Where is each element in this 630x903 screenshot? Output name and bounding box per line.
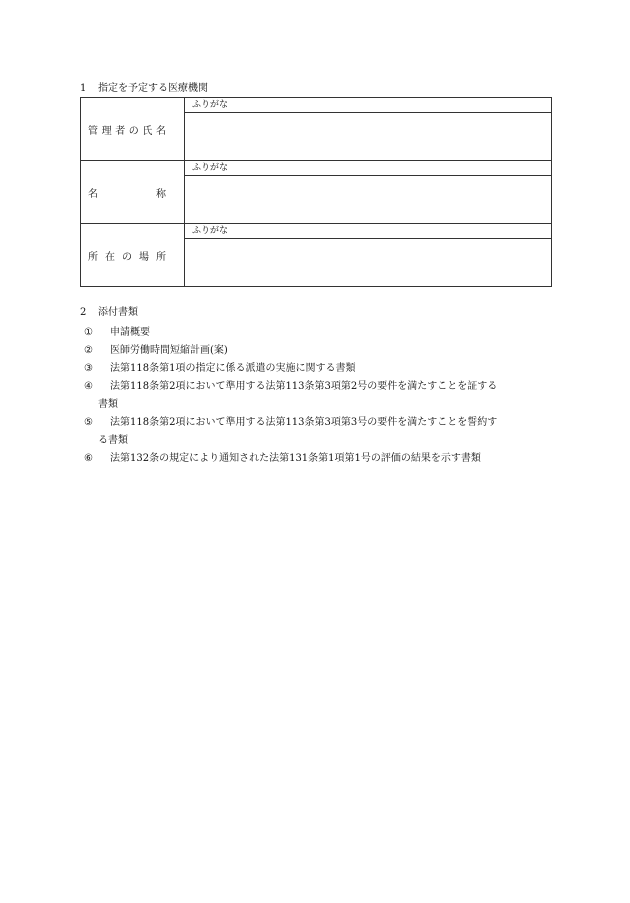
list-item-marker: ④ — [84, 381, 93, 392]
label-char: 名 — [88, 188, 98, 200]
section-2-heading — [80, 307, 138, 319]
list-item-marker: ③ — [84, 363, 93, 374]
list-item — [84, 450, 554, 468]
label-char: 在 — [105, 251, 115, 263]
list-item-line-continued: 書類 — [98, 399, 118, 410]
section-2-title: 添付書類 — [98, 307, 138, 318]
list-item — [84, 378, 554, 414]
label-char: 理 — [101, 125, 112, 137]
label-char: 所 — [88, 251, 98, 263]
list-item-text — [98, 342, 554, 360]
location-label — [88, 248, 166, 263]
institution-name-label — [88, 185, 166, 200]
medical-institution-form-table — [80, 97, 552, 287]
location-value-field[interactable] — [185, 239, 552, 287]
form-row-institution-furigana — [81, 161, 552, 176]
manager-name-furigana-field[interactable]: ふりがな — [185, 98, 552, 113]
location-label-cell — [81, 224, 185, 287]
label-char: 名 — [155, 125, 166, 137]
section-1-number: 1 — [80, 83, 87, 94]
section-1-heading — [80, 83, 208, 95]
list-item-marker: ⑥ — [84, 453, 93, 464]
label-char: 称 — [156, 188, 166, 200]
list-item-marker: ② — [84, 345, 93, 356]
section-1-title: 指定を予定する医療機関 — [98, 83, 208, 94]
list-item-text — [98, 414, 554, 450]
list-item-line: 医師労働時間短縮計画(案) — [110, 345, 228, 356]
manager-name-label-cell — [81, 98, 185, 161]
label-char: の — [128, 125, 139, 137]
location-furigana-field[interactable]: ふりがな — [185, 224, 552, 239]
list-item-text — [98, 324, 554, 342]
list-item-line: 法第118条第2項において準用する法第113条第3項第3号の要件を満たすことを誓約す — [110, 417, 498, 428]
list-item-text — [98, 450, 554, 468]
label-char: 者 — [115, 125, 126, 137]
list-item — [84, 324, 554, 342]
institution-name-furigana-field[interactable]: ふりがな — [185, 161, 552, 176]
attached-documents-list — [84, 324, 554, 468]
list-item-text — [98, 360, 554, 378]
label-char: 場 — [139, 251, 149, 263]
list-item-line: 法第118条第1項の指定に係る派遣の実施に関する書類 — [110, 363, 356, 374]
label-char: 管 — [88, 125, 98, 137]
manager-name-label — [88, 122, 166, 137]
list-item — [84, 360, 554, 378]
list-item-text — [98, 378, 554, 414]
institution-name-value-field[interactable] — [185, 176, 552, 224]
form-row-manager-furigana — [81, 98, 552, 113]
label-char: 氏 — [142, 125, 153, 137]
list-item-marker: ⑤ — [84, 417, 93, 428]
label-char: の — [122, 251, 132, 263]
list-item-marker: ① — [84, 327, 93, 338]
section-2-number: 2 — [80, 307, 87, 318]
list-item-line: 法第132条の規定により通知された法第131条第1項第1号の評価の結果を示す書類 — [110, 453, 481, 464]
list-item-line: 法第118条第2項において準用する法第113条第3項第2号の要件を満たすことを証する — [110, 381, 498, 392]
label-char: 所 — [156, 251, 166, 263]
list-item — [84, 414, 554, 450]
list-item-line-continued: る書類 — [98, 435, 128, 446]
manager-name-value-field[interactable] — [185, 113, 552, 161]
form-row-location-furigana — [81, 224, 552, 239]
list-item — [84, 342, 554, 360]
list-item-line: 申請概要 — [110, 327, 150, 338]
institution-name-label-cell — [81, 161, 185, 224]
